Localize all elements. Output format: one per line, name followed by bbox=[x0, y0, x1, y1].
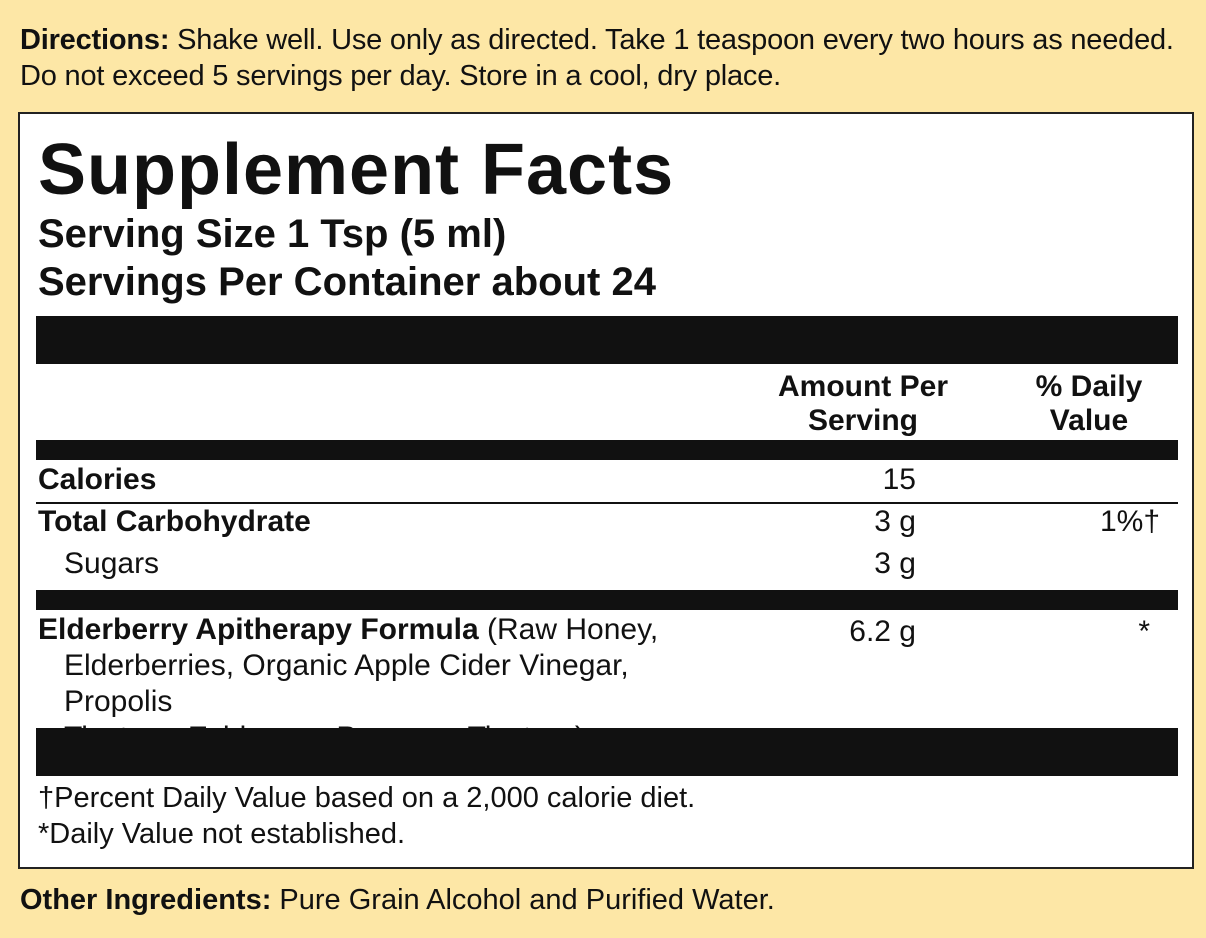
column-header-dv-line1: % Daily bbox=[1035, 370, 1143, 403]
formula-desc-line1: (Raw Honey, bbox=[478, 613, 659, 646]
servings-per-container: Servings Per Container about 24 bbox=[38, 260, 656, 304]
footnote-not-established: *Daily Value not established. bbox=[38, 818, 406, 850]
row-carbohydrate-amount: 3 g bbox=[874, 505, 916, 538]
row-carbohydrate-dv: 1%† bbox=[1099, 505, 1160, 538]
row-calories-amount: 15 bbox=[882, 463, 916, 496]
directions-body: Shake well. Use only as directed. Take 1 teaspoon every two hours as needed. Do not exceed 5 servings per day. Store in a cool, dry place. bbox=[20, 24, 1174, 92]
other-ingredients bbox=[20, 882, 775, 918]
facts-title: Supplement Facts bbox=[38, 130, 675, 210]
serving-size: Serving Size 1 Tsp (5 ml) bbox=[38, 212, 507, 256]
other-ingredients-text: Pure Grain Alcohol and Purified Water. bbox=[279, 884, 775, 916]
serving-info bbox=[38, 210, 656, 306]
thick-divider-bottom bbox=[36, 728, 1178, 776]
medium-divider bbox=[36, 440, 1178, 460]
row-calories-label: Calories bbox=[38, 463, 157, 496]
medium-divider-2 bbox=[36, 590, 1178, 610]
supplement-facts-panel bbox=[18, 112, 1194, 869]
row-sugars-label: Sugars bbox=[64, 547, 160, 580]
column-header-amount-line2: Serving bbox=[807, 404, 919, 437]
thick-divider-top bbox=[36, 316, 1178, 364]
formula-name: Elderberry Apitherapy Formula bbox=[38, 613, 479, 646]
directions-text bbox=[20, 22, 1192, 94]
other-ingredients-label: Other Ingredients: bbox=[20, 884, 280, 916]
formula-desc-line2: Elderberries, Organic Apple Cider Vinegar, Propolis bbox=[64, 649, 629, 718]
directions-label: Directions: bbox=[20, 24, 178, 56]
footnote-percent-daily-value: †Percent Daily Value based on a 2,000 calorie diet. bbox=[38, 782, 696, 814]
formula-amount: 6.2 g bbox=[849, 615, 916, 648]
row-sugars-amount: 3 g bbox=[874, 547, 916, 580]
formula-dv: * bbox=[1138, 615, 1150, 648]
column-header-amount bbox=[758, 370, 968, 438]
column-header-amount-line1: Amount Per bbox=[777, 370, 948, 403]
column-header-daily-value bbox=[1004, 370, 1174, 438]
row-carbohydrate-label: Total Carbohydrate bbox=[38, 505, 311, 538]
column-header-dv-line2: Value bbox=[1049, 404, 1129, 437]
